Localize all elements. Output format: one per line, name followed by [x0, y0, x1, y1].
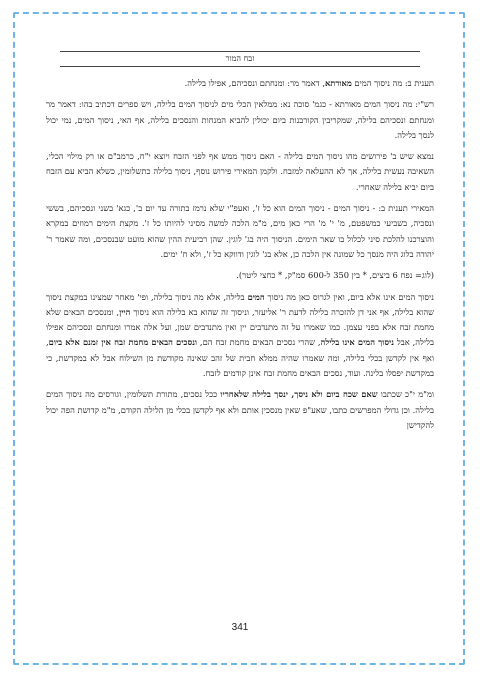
text-run: בלילה, אלא מה ניסוך בלילה, ופי' מאחר שמצינו במקצת ניסוך שהוא בלילה, אף אני דן להזכרה בלילה לדעת ר' אליעזר, וניסוך זה שהוא בא בלילה הוא ניסוך [46, 291, 434, 317]
running-header [60, 51, 420, 67]
main-text [46, 76, 434, 439]
text-run: , ומנסכים הבאים שלא מחמת זבח אלא בפני עצמן. כמו שאמרו על זה מתנדבים יין ואין מתנדבים שמן, ועל אלה אמרו ומנחתם ונסכיהם אפילו בלילה, אבל [46, 306, 434, 348]
bold-text: היין [119, 306, 131, 317]
paragraph-p2 [46, 97, 434, 143]
paragraph-p7 [46, 387, 434, 433]
text-run: (לוג= נפח 6 ביצים, * בין 350 ל-600 סמ"ק, * כחצי ליטר). [236, 270, 434, 281]
bold-text: מאורתא [324, 78, 352, 88]
paragraph-p3 [46, 149, 434, 195]
text-run: תענית ב: מה ניסוך המים [351, 78, 434, 88]
paragraph-p6 [46, 290, 434, 382]
text-run: , ואף אין לקדשן בכלי בלילה, ומה שאמרו שהיה ממלא חבית של זהב שאינה מקודשת מן השילוח אבל לא במקדשת, כי במקדשת יפסלו בלינה. ועוד, נסכים הבאים מחמת זבח אינן קודמים לזבח. [46, 337, 434, 379]
text-run: ניסוך המים אינו אלא ביום, ואין לגרוס כאן מה ניסוך [264, 291, 434, 302]
header-title: זבח המור [225, 54, 255, 63]
bold-text: המים [247, 291, 265, 302]
paragraph-p1 [46, 76, 434, 91]
bold-text: ונסכים הבאים מחמת זבח אין זמנם אלא ביום [48, 337, 198, 348]
bold-text: שאם שכח ביום ולא ניסך, ינסך בלילה שלאחריו [220, 389, 378, 400]
text-run: נמצא שיש ב' פירושים מהו ניסוך המים בלילה - האם ניסוך ממש אף לפני הזבח ויוצא י"ח, כרמב"ם או רק מילוי הכלי, השאיבה נעשית בלילה, אך לא ההעלאה למזבח. ולקמן המאירי פירוש נוסף, ניסוך בלילה כתשלומין, כשלא הביא עם הזבח ביום יביא בלילה שאחרי. [46, 151, 434, 192]
paragraph-p5 [46, 268, 434, 283]
page-number: 341 [231, 622, 249, 633]
text-run: ככל נסכים, מתורת תשלומין, וגורסים מה ניסוך המים בלילה. וכן גדולי המפרשים כתבו, שאע"פ שאין מנסכין אותם ולא אף לקדשן בכלי מן הלילה הקודם, מ"מ קדושת הפה יכול להקדישן [46, 389, 434, 430]
text-run: , שהרי נסכים הבאים מחמת זבח הם, [197, 337, 321, 348]
bold-text: ניסוך המים אינו בלילה [320, 337, 394, 348]
text-run: המאירי תענית ב: - ניסוך המים - ניסוך המים הוא כל ז', ואעפ"י שלא נרמז בתורה עד יום ב', כגא' בשני ונסכיהם, בששי ונסכיה, בשביעי כמשפטם, מ' י' מ' הרי כאן מים, מ"מ הלכה למשה מסיני להיותו כל ז'. מקצת הימים רמוזים במקרא והוצרכנו להלכת סיני לכלול בו שאר הימים. הניסוך היה בג' לוגין. שהן רביעית ההין שהוא מועט שבנסכים, ומה שאמר ר' יהודה בלוג היה מנסך כל שמונה אין הלכה כן, אלא בג' לוגין ודווקא כל ז', ולא ח' ימים. [46, 203, 434, 259]
text-run: רש"י: מה ניסוך המים מאורתא - כגמ' סוכה נא: ממלאין הכלי מים לניסוך המים בלילה, ויש ספרים דכתיב בהו: דאמר מר ומנחתם ונסכיהם בלילה, שמקריבין הקורבנות ביום יכולין להביא המנחות והנסכים בלילה, אף האי, ניסוך המים, נמי יכול לנסך בלילה. [46, 99, 434, 140]
text-run: ומ"מ י"כ שכתבו [377, 389, 434, 400]
paragraph-p4 [46, 201, 434, 262]
text-run: , דאמר מר: ומנחתם ונסכיהם, אפילו בלילה. [184, 78, 325, 88]
